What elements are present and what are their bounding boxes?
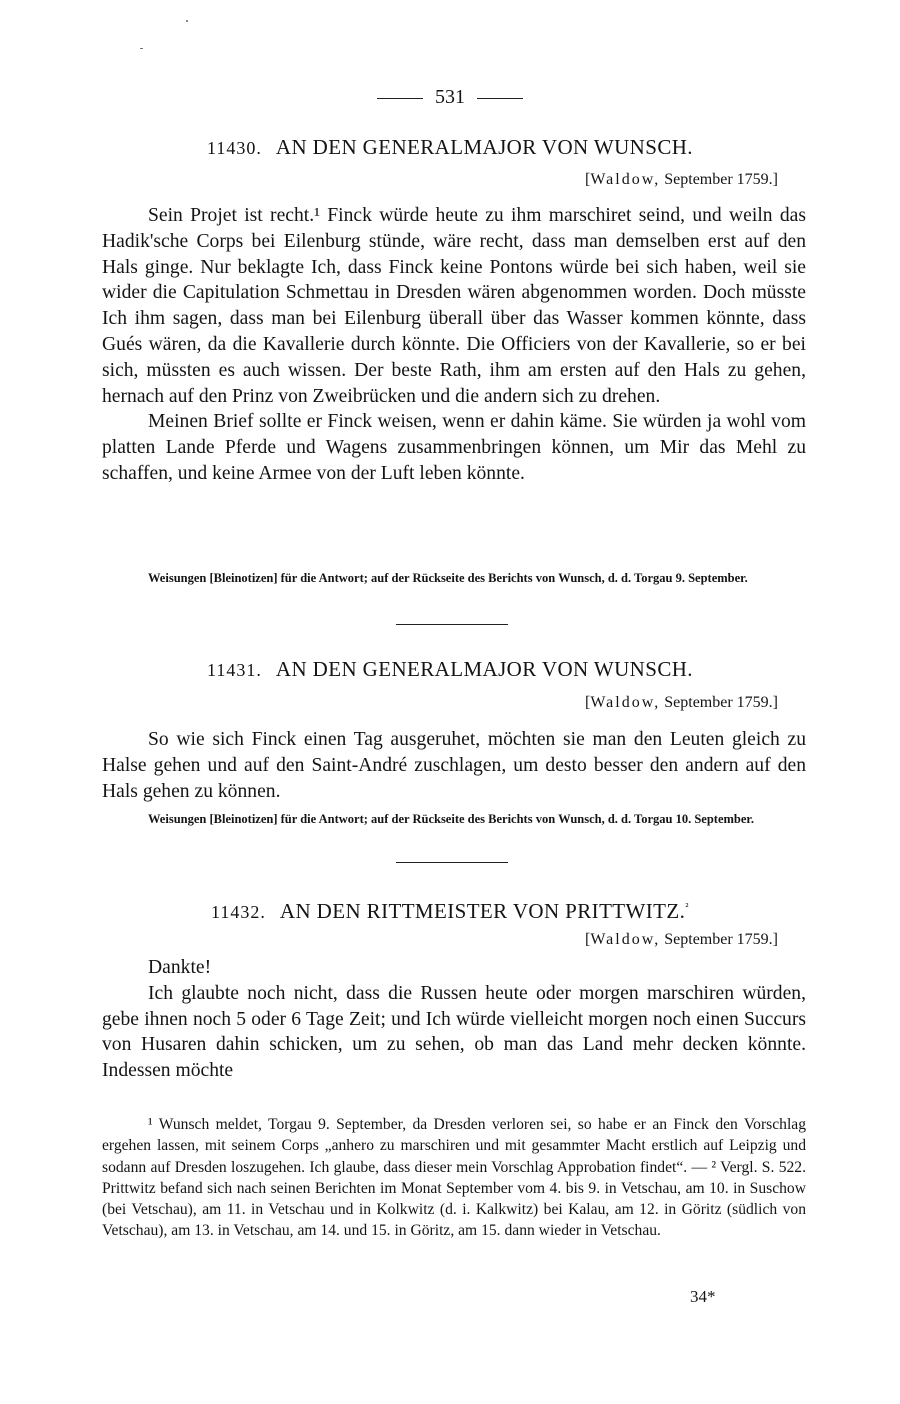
letter-number: 11430. — [207, 138, 262, 158]
letter-heading — [0, 135, 900, 160]
letter-title: AN DEN RITTMEISTER VON PRITTWITZ. — [279, 899, 686, 923]
letter-number: 11431. — [207, 660, 262, 680]
letter-title: AN DEN GENERALMAJOR VON WUNSCH. — [275, 657, 693, 681]
page-number: 531 — [435, 86, 465, 108]
editorial-note-text: Weisungen [Bleinotizen] für die Antwort; auf der Rückseite des Berichts von Wunsch, d. d. Torgau 9. September. — [148, 571, 748, 585]
footnotes-text: ¹ Wunsch meldet, Torgau 9. September, da Dresden verloren sei, so habe er an Finck den Vorschlag ergehen lassen, mit seinem Corps „anhero zu marschiren und mit gesammter Macht erstlich auf Leipzig und sodann auf Dresden loszugehen. Ich glaube, dass dieser mein Vorschlag Approbation findet“. — ² Vergl. S. 522. Prittwitz befand sich nach seinen Berichten im Monat September vom 4. bis 9. in Vetschau, am 10. in Suschow (bei Vetschau), am 11. in Vetschau und in Kolkwitz (d. i. Kalkwitz) bei Kalau, am 12. in Göritz (südlich von Vetschau), am 13. in Vetschau, am 14. und 15. in Göritz, am 15. dann wieder in Vetschau. — [102, 1116, 806, 1240]
page-number-dash — [477, 98, 523, 99]
letter-body — [102, 727, 806, 804]
printer-signature: 34* — [690, 1287, 716, 1306]
editorial-note-text: Weisungen [Bleinotizen] für die Antwort; auf der Rückseite des Berichts von Wunsch, d. d. Torgau 10. September. — [148, 812, 754, 826]
letter-number: 11432. — [211, 902, 266, 922]
letter-dateline: [Waldow, September 1759.] — [585, 171, 778, 188]
letter-paragraph: So wie sich Finck einen Tag ausgeruhet, möchten sie man den Leuten gleich zu Halse gehen und auf den Saint-André zuschlagen, um desto besser den andern auf den Hals gehen zu können. — [102, 729, 806, 802]
date-rest: September 1759. — [664, 171, 773, 188]
section-divider — [396, 624, 508, 625]
letter-paragraph: Dankte! — [148, 957, 212, 978]
letter-body — [102, 203, 806, 487]
editorial-note — [102, 811, 806, 828]
date-place: Waldow, — [590, 694, 661, 711]
letter-dateline: [Waldow, September 1759.] — [585, 694, 778, 711]
footnotes — [102, 1114, 806, 1242]
scan-speck — [140, 48, 143, 49]
editorial-note — [102, 570, 806, 587]
date-rest: September 1759. — [664, 694, 773, 711]
date-rest: September 1759. — [664, 931, 773, 948]
date-place: Waldow, — [590, 171, 661, 188]
scan-speck — [186, 20, 188, 22]
letter-heading — [0, 657, 900, 682]
page-number-dash — [377, 98, 423, 99]
letter-heading — [0, 899, 900, 924]
date-place: Waldow, — [590, 931, 661, 948]
section-divider — [396, 862, 508, 863]
letter-paragraph: Meinen Brief sollte er Finck weisen, wenn er dahin käme. Sie würden ja wohl vom platten Lande Pferde und Wagens zusammenbringen können, um Mir das Mehl zu schaffen, und keine Armee von der Luft leben könnte. — [102, 411, 806, 484]
letter-title: AN DEN GENERALMAJOR VON WUNSCH. — [275, 135, 693, 159]
letter-paragraph: Ich glaubte noch nicht, dass die Russen heute oder morgen marschiren würden, gebe ihnen noch 5 oder 6 Tage Zeit; und Ich würde vielleicht morgen noch einen Succurs von Husaren dahin schicken, um zu sehen, ob man das Land mehr decken könnte. Indessen möchte — [102, 982, 806, 1082]
letter-body — [102, 955, 806, 1084]
letter-paragraph: Sein Projet ist recht.¹ Finck würde heute zu ihm marschiret seind, und weiln das Hadik'sche Corps bei Eilenburg stünde, wäre recht, dass man demselben erst auf den Hals ginge. Nur beklagte Ich, dass Finck keine Pontons würde bei sich haben, weil sie wider die Capitulation Schmettau in Dresden wären abgenommen worden. Doch müsste Ich ihm sagen, dass man bei Eilenburg überall über das Wasser kommen könnte, dass Gués wären, da die Kavallerie durch könnte. Die Officiers von der Kavallerie, so er bei sich, müssten es auch wissen. Der beste Rath, ihm am ersten auf den Hals zu gehen, hernach auf den Prinz von Zweibrücken und die andern sich zu drehen. — [102, 205, 806, 407]
page-number-line — [0, 86, 900, 109]
letter-dateline: [Waldow, September 1759.] — [585, 931, 778, 948]
footnote-marker: ² — [685, 901, 689, 913]
